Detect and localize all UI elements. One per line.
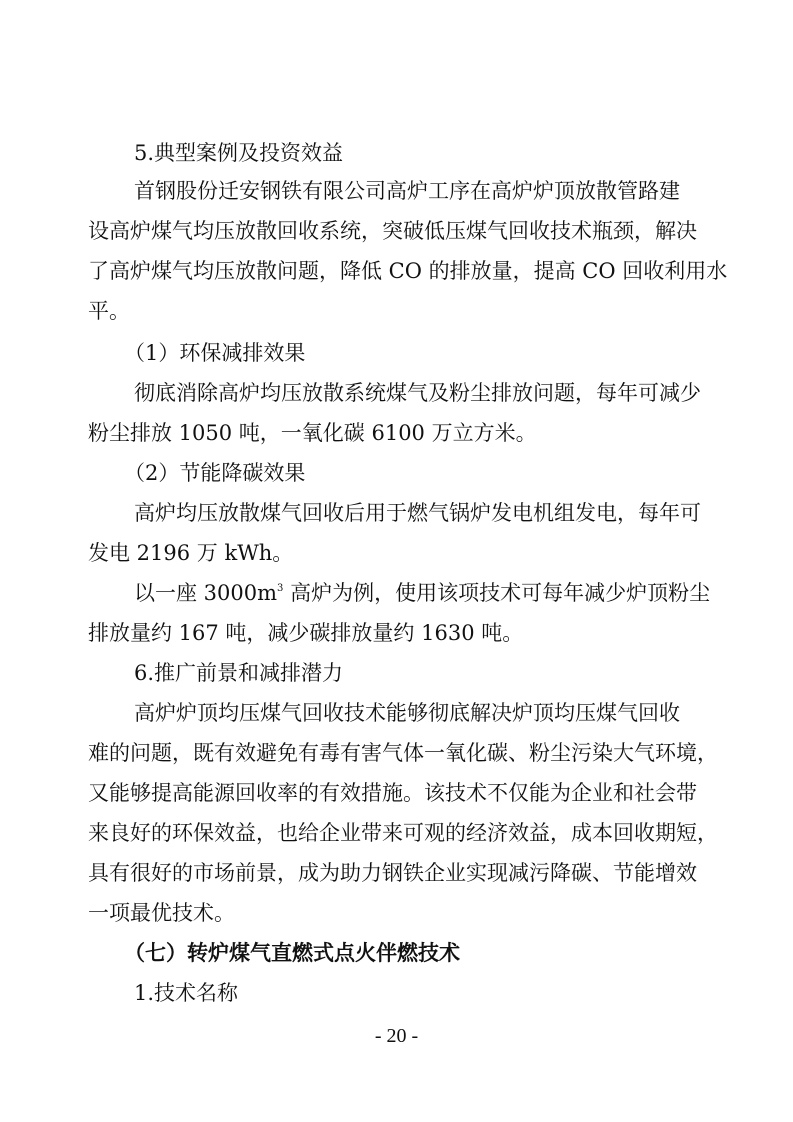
paragraph-line: 来良好的环保效益，也给企业带来可观的经济效益，成本回收期短， — [88, 821, 718, 845]
cubic-superscript: 3 — [277, 583, 284, 594]
section-title-converter-gas: （七）转炉煤气直燃式点火伴燃技术 — [124, 940, 460, 965]
paragraph-line: 粉尘排放 1050 吨，一氧化碳 6100 万立方米。 — [88, 421, 537, 445]
paragraph-line: 排放量约 167 吨，减少碳排放量约 1630 吨。 — [88, 621, 524, 645]
paragraph-line: 高炉炉顶均压煤气回收技术能够彻底解决炉顶均压煤气回收 — [134, 701, 680, 725]
paragraph-line: 首钢股份迁安钢铁有限公司高炉工序在高炉炉顶放散管路建 — [134, 179, 680, 203]
paragraph-line: 设高炉煤气均压放散回收系统，突破低压煤气回收技术瓶颈，解决 — [88, 219, 697, 243]
heading-technology-name: 1.技术名称 — [134, 981, 239, 1005]
heading-promotion-prospects: 6.推广前景和减排潜力 — [134, 661, 344, 685]
paragraph-line: 发电 2196 万 kWh。 — [88, 541, 294, 565]
paragraph-line: 高炉均压放散煤气回收后用于燃气锅炉发电机组发电，每年可 — [134, 501, 701, 525]
paragraph-line: 了高炉煤气均压放散问题，降低 CO 的排放量，提高 CO 回收利用水 — [88, 259, 728, 283]
paragraph-line: 平。 — [88, 299, 130, 323]
paragraph-line: 彻底消除高炉均压放散系统煤气及粉尘排放问题，每年可减少 — [134, 381, 701, 405]
example-paragraph-line — [0, 578, 793, 608]
page-number: - 20 - — [374, 1025, 419, 1047]
heading-typical-case: 5.典型案例及投资效益 — [134, 141, 344, 165]
subheading-environmental-effect: （1）环保减排效果 — [124, 341, 306, 365]
paragraph-line: 难的问题，既有效避免有毒有害气体一氧化碳、粉尘污染大气环境， — [88, 741, 718, 765]
example-text-prefix: 以一座 3000m — [134, 581, 278, 605]
paragraph-line: 具有很好的市场前景，成为助力钢铁企业实现减污降碳、节能增效 — [88, 861, 697, 885]
example-text-suffix: 高炉为例，使用该项技术可每年减少炉顶粉尘 — [283, 581, 711, 605]
paragraph-line: 又能够提高能源回收率的有效措施。该技术不仅能为企业和社会带 — [88, 781, 697, 805]
paragraph-line: 一项最优技术。 — [88, 901, 235, 925]
subheading-energy-effect: （2）节能降碳效果 — [124, 461, 306, 485]
